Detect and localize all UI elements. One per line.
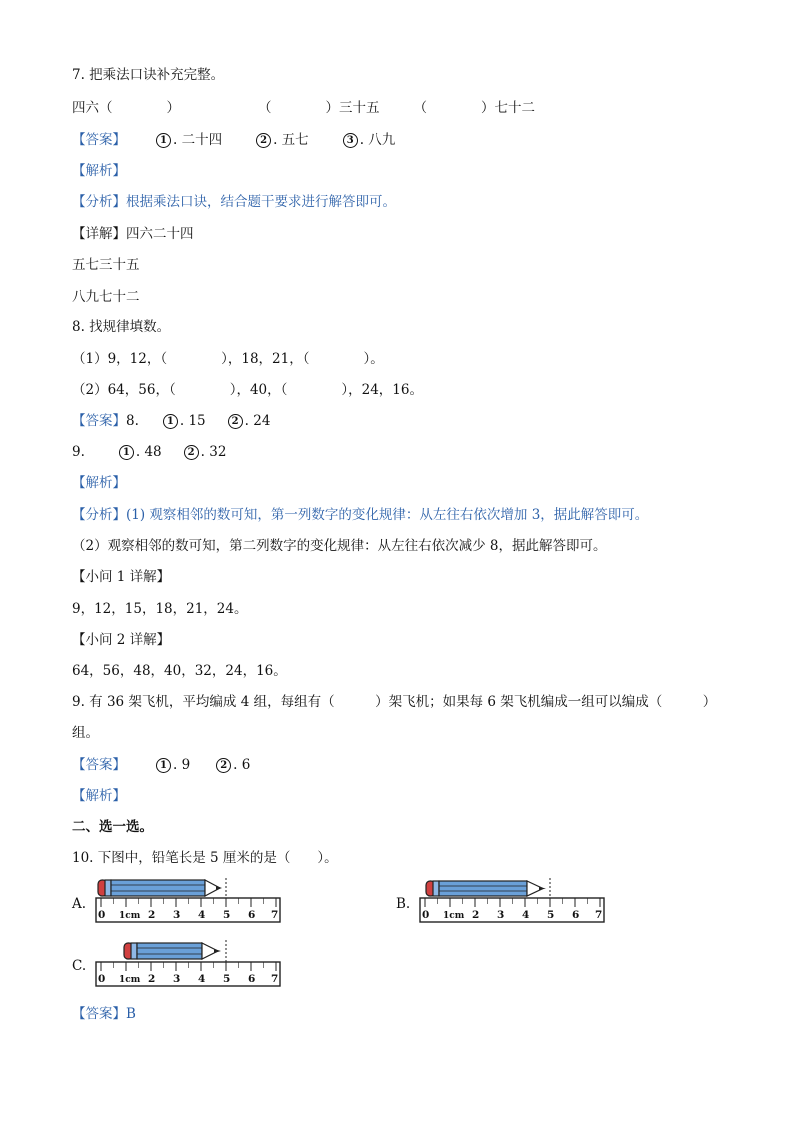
- ruler-label-2: 2: [472, 909, 480, 921]
- ruler-label-1cm: 1cm: [443, 911, 465, 921]
- ruler-label-5: 5: [547, 909, 555, 921]
- ruler-label-7: 7: [271, 973, 279, 985]
- q9-title2: 组。: [72, 725, 99, 741]
- q10-title: 10. 下图中，铅笔长是 5 厘米的是（ ）。: [72, 850, 338, 866]
- q7-blank2: （ ）三十五: [258, 100, 380, 116]
- q8-fenxi: [72, 506, 648, 524]
- option-b-label: B.: [396, 896, 411, 912]
- q8-sub1: 【小问 1 详解】: [72, 569, 171, 585]
- ruler-label-3: 3: [173, 909, 181, 921]
- ruler-label-5: 5: [223, 973, 231, 985]
- q8-answer-1: . 15: [179, 413, 206, 429]
- q9-jiexi: 【解析】: [72, 788, 126, 804]
- ruler-label-5: 5: [223, 909, 231, 921]
- q7-fenxi: [72, 193, 396, 211]
- q7-answer-3: . 八九: [359, 132, 396, 148]
- q8-sub2: 【小问 2 详解】: [72, 632, 171, 648]
- q9-answer: [72, 756, 250, 774]
- q7-answer-2: . 五七: [273, 132, 309, 148]
- q8-jiexi: 【解析】: [72, 475, 126, 491]
- figure-a-pencil-ruler: [92, 876, 284, 926]
- q7-xiangjie: 【详解】四六二十四: [72, 226, 194, 242]
- q8-answer: [72, 412, 270, 430]
- ruler-label-6: 6: [572, 909, 580, 921]
- option-a-label: A.: [72, 896, 87, 912]
- circle-number-1: 1: [156, 758, 171, 773]
- q8-answer-2: . 24: [244, 413, 271, 429]
- q9-answer-2: . 6: [233, 757, 251, 773]
- ruler-label-2: 2: [148, 909, 156, 921]
- q7-blanks: [72, 99, 535, 117]
- ruler-label-6: 6: [248, 973, 256, 985]
- q10-answer: [72, 1005, 136, 1023]
- figure-b-pencil-ruler: [416, 876, 608, 926]
- circle-number-1: 1: [119, 445, 134, 460]
- q8-fenxi-text: 【分析】(1) 观察相邻的数可知，第一列数字的变化规律：从左往右依次增加 3，据此解答即可。: [72, 507, 649, 523]
- circle-number-1: 1: [163, 414, 178, 429]
- ruler-label-4: 4: [522, 909, 530, 921]
- circle-number-2: 2: [216, 758, 231, 773]
- q8-seq1: 9，12，15，18，21，24。: [72, 601, 248, 617]
- q7-title: 7. 把乘法口诀补充完整。: [72, 67, 225, 83]
- ruler-label-1cm: 1cm: [119, 911, 141, 921]
- section-title: 二、选一选。: [72, 819, 153, 835]
- ruler-label-4: 4: [198, 973, 206, 985]
- ruler-label-0: 0: [98, 973, 106, 985]
- ruler-label-0: 0: [98, 909, 106, 921]
- q9-title: 9. 有 36 架飞机，平均编成 4 组，每组有（ ）架飞机；如果每 6 架飞机编成一组可以编成（ ）: [72, 694, 717, 710]
- pencil-icon: [426, 881, 546, 896]
- q9-answer-1: . 9: [173, 757, 191, 773]
- ruler-label-7: 7: [271, 909, 279, 921]
- ruler: [96, 898, 280, 922]
- q7-answer-1: . 二十四: [173, 132, 223, 148]
- q8-answer-cont: [72, 443, 226, 461]
- q8-answer-3: . 48: [135, 444, 162, 460]
- ruler-label-2: 2: [148, 973, 156, 985]
- ruler-label-4: 4: [198, 909, 206, 921]
- ruler-label-3: 3: [173, 973, 181, 985]
- answer-tag: 【答案】: [72, 413, 126, 429]
- circle-number-2: 2: [184, 445, 199, 460]
- ruler-label-6: 6: [248, 909, 256, 921]
- figure-c-pencil-ruler: [92, 938, 284, 990]
- q8-answer-4: . 32: [200, 444, 227, 460]
- circle-number-2: 2: [228, 414, 243, 429]
- q7-answer: [72, 131, 395, 149]
- circle-number-3: 3: [343, 133, 358, 148]
- ruler-label-0: 0: [422, 909, 430, 921]
- answer-tag: 【答案】: [72, 757, 126, 773]
- q8-answer-9: 9.: [72, 444, 85, 460]
- answer-tag: 【答案】: [72, 132, 126, 148]
- circle-number-1: 1: [156, 133, 171, 148]
- ruler: [96, 962, 280, 986]
- q8-answer-prefix: 8.: [126, 413, 139, 429]
- q8-part1: （1）9，12，（ ），18，21，（ ）。: [72, 351, 384, 367]
- ruler-label-1cm: 1cm: [119, 975, 141, 985]
- q7-fenxi-text: 【分析】根据乘法口诀，结合题干要求进行解答即可。: [72, 194, 396, 210]
- q7-jiexi: 【解析】: [72, 163, 126, 179]
- q7-line2: 五七三十五: [72, 257, 140, 273]
- q7-line3: 八九七十二: [72, 289, 140, 305]
- q8-part2: （2）64，56，（ ），40，（ ），24，16。: [72, 382, 423, 398]
- pencil-icon: [124, 943, 221, 959]
- q10-answer-text: 【答案】B: [72, 1006, 136, 1022]
- q8-title: 8. 找规律填数。: [72, 319, 171, 335]
- ruler-label-3: 3: [497, 909, 505, 921]
- q8-seq2: 64，56，48，40，32，24，16。: [72, 663, 287, 679]
- circle-number-2: 2: [256, 133, 271, 148]
- q7-blank3: （ ）七十二: [413, 100, 535, 116]
- ruler: [420, 898, 604, 922]
- option-c-label: C.: [72, 958, 87, 974]
- pencil-icon: [98, 880, 222, 896]
- ruler-label-7: 7: [595, 909, 603, 921]
- q7-blank1: 四六（ ）: [72, 100, 180, 116]
- q8-fenxi2: （2）观察相邻的数可知，第二列数字的变化规律：从左往右依次减少 8，据此解答即可。: [72, 538, 607, 554]
